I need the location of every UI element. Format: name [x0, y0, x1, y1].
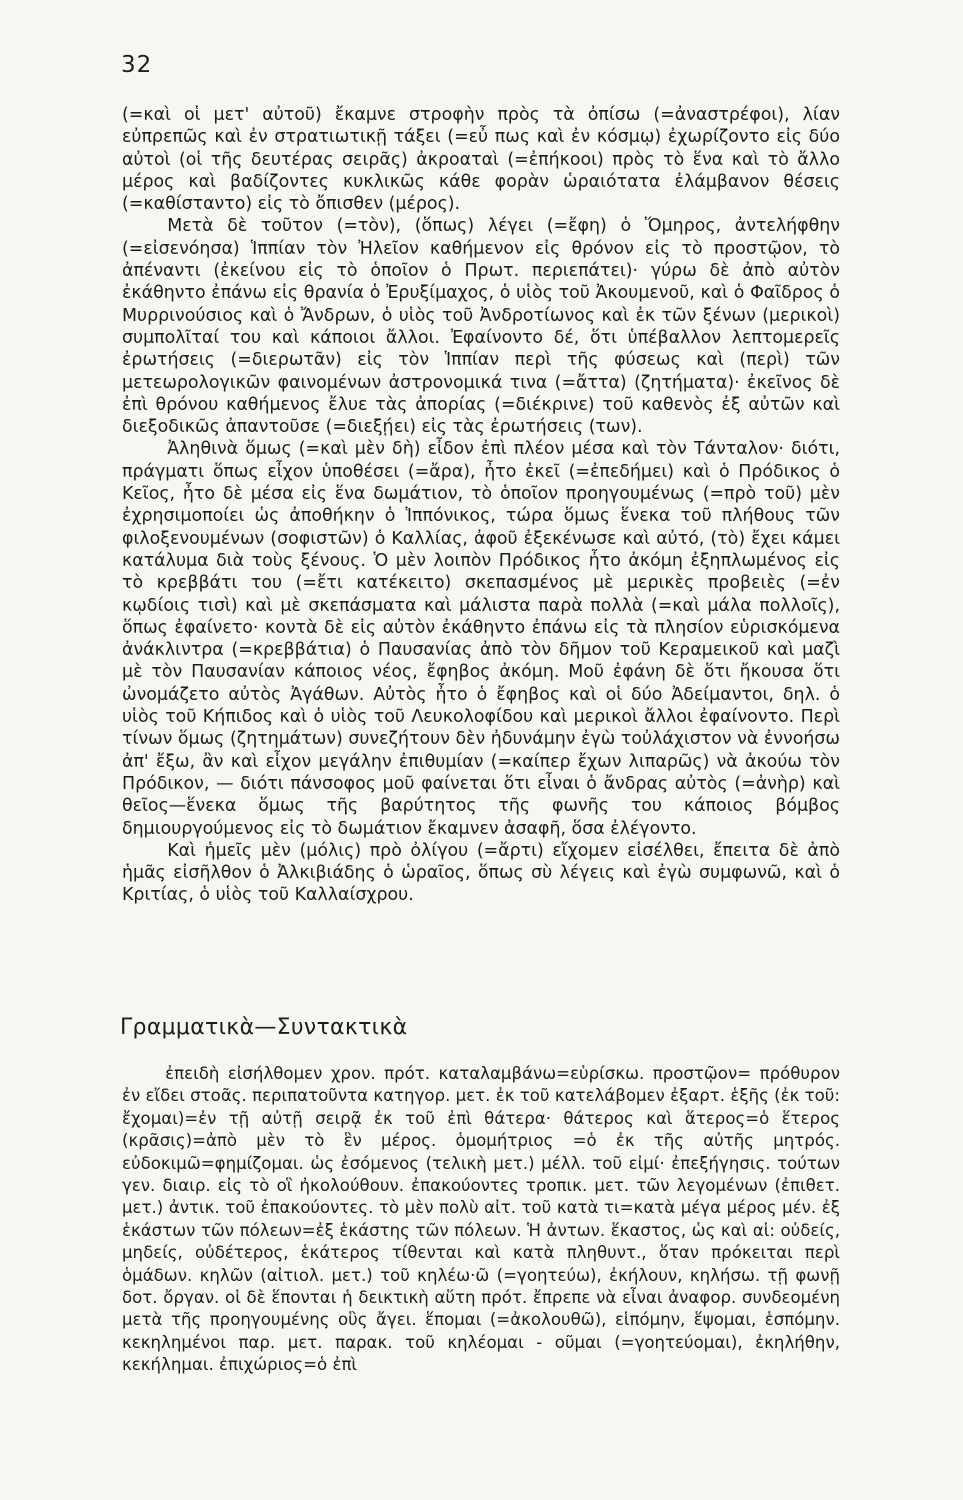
grammar-notes [122, 1063, 840, 1377]
paragraph: Μετὰ δὲ τοῦτον (=τὸν), (ὅπως) λέγει (=ἔφη) ὁ Ὅμηρος, ἀντελήφθην (=εἰσενόησα) Ἱππίαν τὸν Ἠλεῖον καθήμενον εἰς θρόνον εἰς τὸ προστῷον, τὸ ἀπέναντι (ἐκείνου εἰς τὸ ὁποῖον ὁ Πρωτ. περιεπάτει)· γύρω δὲ ἀπὸ αὐτὸν ἐκάθηντο ἐπάνω εἰς θρανία ὁ Ἐρυξίμαχος, ὁ υἱὸς τοῦ Ἀκουμενοῦ, καὶ ὁ Φαῖδρος ὁ Μυρρινούσιος καὶ ὁ Ἄνδρων, ὁ υἱὸς τοῦ Ἀνδροτίωνος καὶ ἐκ τῶν ξένων (μερικοὶ) συμπολῖταί του καὶ κάποιοι ἄλλοι. Ἐφαίνοντο δέ, ὅτι ὑπέβαλλον λεπτομερεῖς ἐρωτήσεις (=διερωτᾶν) εἰς τὸν Ἱππίαν περὶ τῆς φύσεως καὶ (περὶ) τῶν μετεωρολογικῶν φαινομένων ἀστρονομικά τινα (=ἄττα) (ζητήματα)· ἐκεῖνος δὲ ἐπὶ θρόνου καθήμενος ἔλυε τὰς ἀπορίας (=διέκρινε) τοῦ καθενὸς ἐξ αὐτῶν καὶ διεξοδικῶς ἀπαντοῦσε (=διεξῄει) εἰς τὰς ἐρωτήσεις (των). [122, 216, 840, 438]
grammar-paragraph: ἐπειδὴ εἰσήλθομεν χρον. πρότ. καταλαμβάνω=εὑρίσκω. προστῷον= πρόθυρον ἐν εἴδει στοᾶς. περιπατοῦντα κατηγορ. μετ. ἐκ τοῦ κατελάβομεν ἐξαρτ. ἑξῆς (ἐκ τοῦ: ἔχομαι)=ἐν τῇ αὐτῇ σειρᾷ ἐκ τοῦ ἐπὶ θάτερα· θάτερος καὶ ἅτερος=ὁ ἕτερος (κρᾶσις)=ἀπὸ μὲν τὸ ἓν μέρος. ὁμομήτριος =ὁ ἐκ τῆς αὐτῆς μητρός. εὐδοκιμῶ=φημίζομαι. ὡς ἐσόμενος (τελικὴ μετ.) μέλλ. τοῦ εἰμί· ἐπεξήγησις. τούτων γεν. διαιρ. εἰς τὸ οἳ ἠκολούθουν. ἐπακούοντες τροπικ. μετ. τῶν λεγομένων (ἐπιθετ. μετ.) ἀντικ. τοῦ ἐπακούοντες. τὸ μὲν πολὺ αἰτ. τοῦ κατὰ τι=κατὰ μέγα μέρος μέν. ἐξ ἑκάστων τῶν πόλεων=ἐξ ἑκάστης τῶν πόλεων. Ἡ ἀντων. ἕκαστος, ὡς καὶ αἱ: οὐδείς, μηδείς, οὐδέτερος, ἑκάτερος τίθενται καὶ κατὰ πληθυντ., ὅταν πρόκειται περὶ ὁμάδων. κηλῶν (αἰτιολ. μετ.) τοῦ κηλέω·ῶ (=γοητεύω), ἐκήλουν, κηλήσω. τῇ φωνῇ δοτ. ὄργαν. οἱ δὲ ἕπονται ἡ δεικτικὴ αὕτη πρότ. ἔπρεπε νὰ εἶναι ἀναφορ. συνδεομένη μετὰ τῆς προηγουμένης οὓς ἄγει. ἕπομαι (=ἀκολουθῶ), εἱπόμην, ἕψομαι, ἑσπόμην. κεκηλημένοι παρ. μετ. παρακ. τοῦ κηλέομαι - οῦμαι (=γοητεύομαι), ἐκηλήθην, κεκήλημαι. ἐπιχώριος=ὁ ἐπὶ [122, 1064, 840, 1375]
paragraph-continuation: (=καὶ οἱ μετ' αὐτοῦ) ἔκαμνε στροφὴν πρὸς τὰ ὀπίσω (=ἀναστρέφοι), λίαν εὐπρεπῶς καὶ ἐν στρατιωτικῇ τάξει (=εὖ πως καὶ ἐν κόσμῳ) ἐχωρίζοντο εἰς δύο αὐτοὶ (οἱ τῆς δευτέρας σειρᾶς) ἀκροαταὶ (=ἐπήκοοι) πρὸς τὸ ἕνα καὶ τὸ ἄλλο μέρος καὶ βαδίζοντες κυκλικῶς κάθε φορὰν ὡραιότατα ἐλάμβανον θέσεις (=καθίσταντο) εἰς τὸ ὄπισθεν (μέρος). [122, 105, 840, 215]
translation-text [122, 104, 840, 907]
paragraph: Καὶ ἡμεῖς μὲν (μόλις) πρὸ ὀλίγου (=ἄρτι) εἴχομεν εἰσέλθει, ἔπειτα δὲ ἀπὸ ἡμᾶς εἰσῆλθον ὁ Ἀλκιβιάδης ὁ ὡραῖος, ὅπως σὺ λέγεις καὶ ἐγὼ συμφωνῶ, καὶ ὁ Κριτίας, ὁ υἱὸς τοῦ Καλλαίσχρου. [122, 840, 840, 906]
page-number: 32 [121, 52, 153, 78]
paragraph: Ἀληθινὰ ὅμως (=καὶ μὲν δὴ) εἶδον ἐπὶ πλέον μέσα καὶ τὸν Τάνταλον· διότι, πράγματι ὅπως εἶχον ὑποθέσει (=ἄρα), ἦτο ἐκεῖ (=ἐπεδήμει) καὶ ὁ Πρόδικος ὁ Κεῖος, ἦτο δὲ μέσα εἰς ἕνα δωμάτιον, τὸ ὁποῖον προηγουμένως (=πρὸ τοῦ) μὲν ἐχρησιμοποίει ὡς ἀποθήκην ὁ Ἱππόνικος, τώρα ὅμως ἕνεκα τοῦ πλήθους τῶν φιλοξενουμένων (σοφιστῶν) ὁ Καλλίας, ἀφοῦ ἐξεκένωσε καὶ αὐτό, (τὸ) ἔχει κάμει κατάλυμα διὰ τοὺς ξένους. Ὁ μὲν λοιπὸν Πρόδικος ἦτο ἀκόμη ἐξηπλωμένος εἰς τὸ κρεββάτι του (=ἔτι κατέκειτο) σκεπασμένος μὲ μερικὲς προβειὲς (=ἐν κῳδίοις τισὶ) καὶ μὲ σκεπάσματα καὶ μάλιστα παρὰ πολλὰ (=καὶ μάλα πολλοῖς), ὅπως ἐφαίνετο· κοντὰ δὲ εἰς αὐτὸν ἐκάθηντο ἐπάνω εἰς τὰ πλησίον εὑρισκόμενα ἀνάκλιντρα (=κρεββάτια) ὁ Παυσανίας ἀπὸ τὸν δῆμον τοῦ Κεραμεικοῦ καὶ μαζὶ μὲ τὸν Παυσανίαν κάποιος νέος, ἔφηβος ἀκόμη. Μοῦ ἐφάνη δὲ ὅτι ἤκουσα ὅτι ὠνομάζετο αὐτὸς Ἀγάθων. Αὐτὸς ἦτο ὁ ἔφηβος καὶ οἱ δύο Ἀδείμαντοι, δηλ. ὁ υἱὸς τοῦ Κήπιδος καὶ ὁ υἱὸς τοῦ Λευκολοφίδου καὶ μερικοὶ ἄλλοι ἐφαίνοντο. Περὶ τίνων ὅμως (ζητημάτων) συνεζήτουν δὲν ἠδυνάμην ἐγὼ τοὐλάχιστον νὰ ἐννοήσω ἀπ' ἔξω, ἂν καὶ εἶχον μεγάλην ἐπιθυμίαν (=καίπερ ἔχων λιπαρῶς) νὰ ἀκούω τὸν Πρόδικον, — διότι πάνσοφος μοῦ φαίνεται ὅτι εἶναι ὁ ἄνδρας αὐτὸς (=ἀνὴρ) καὶ θεῖος—ἕνεκα ὅμως τῆς βαρύτητος τῆς φωνῆς του κάποιος βόμβος δημιουργούμενος εἰς τὸ δωμάτιον ἔκαμνεν ἀσαφῆ, ὅσα ἐλέγοντο. [122, 439, 840, 839]
section-heading: Γραμματικὰ—Συντακτικὰ [120, 1015, 408, 1040]
